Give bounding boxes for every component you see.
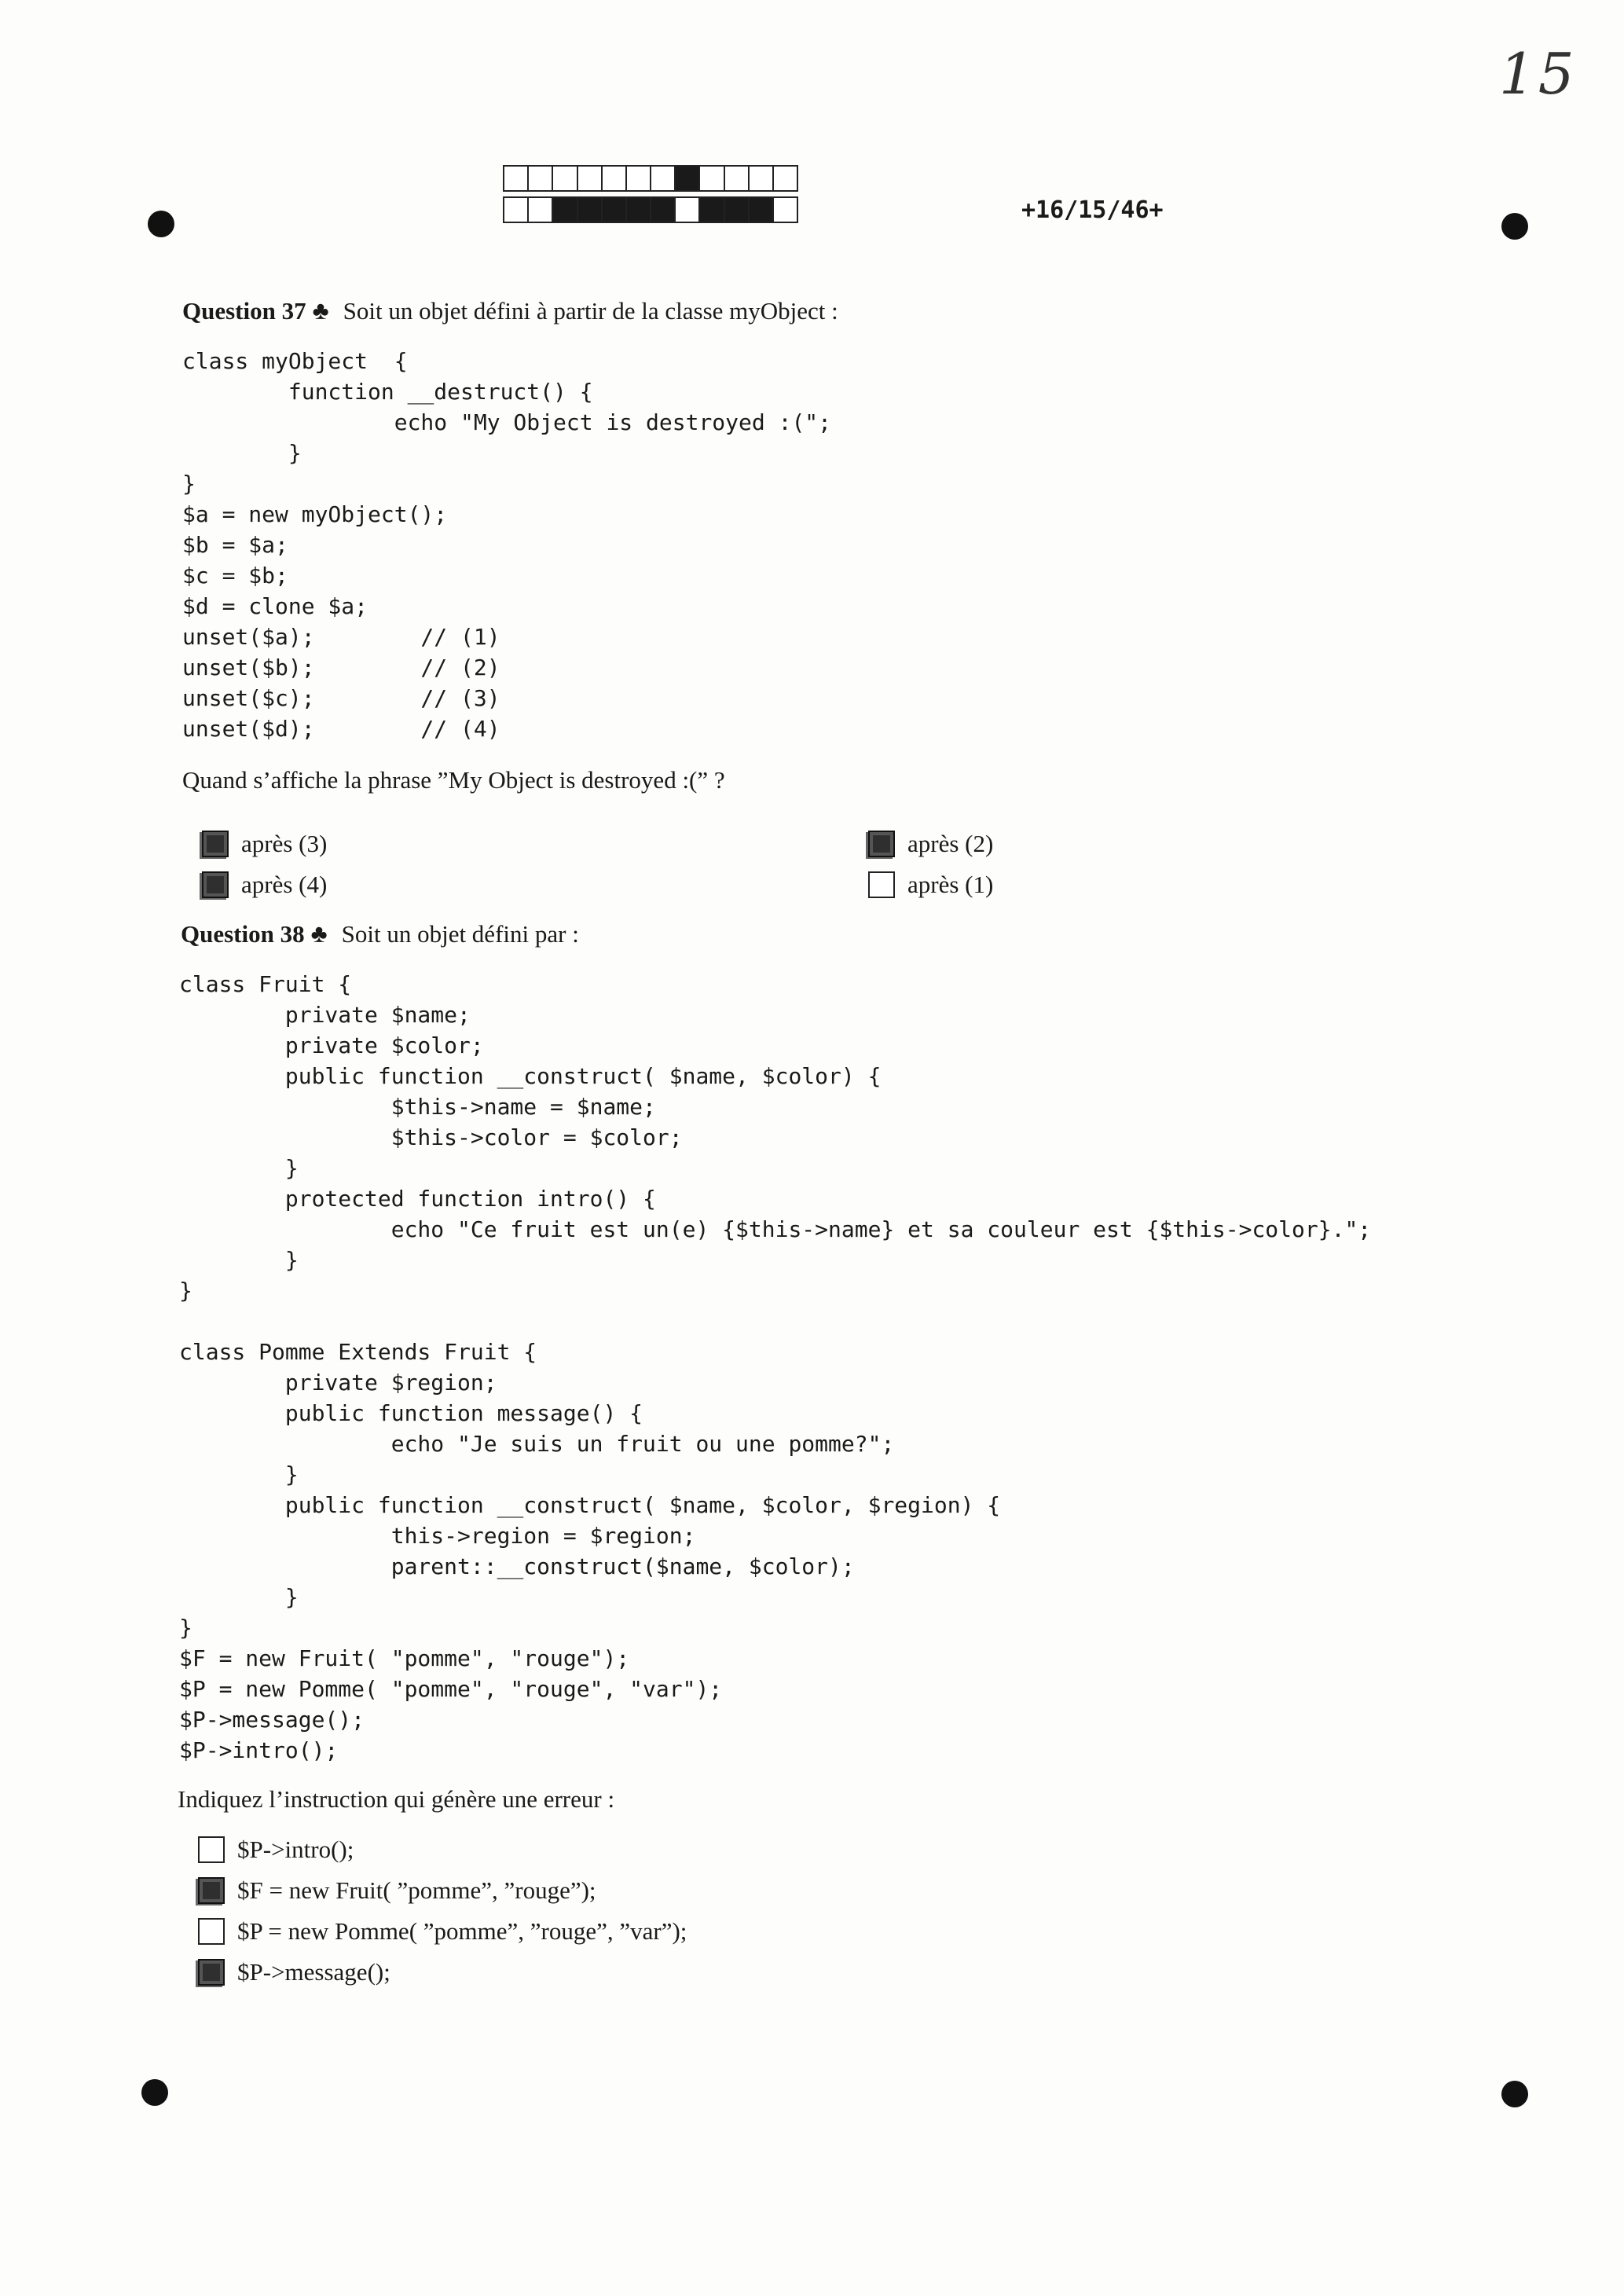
- answer-option[interactable]: [198, 1876, 596, 1905]
- handwritten-page-number: 15: [1499, 41, 1578, 107]
- barcode-cell: [601, 165, 627, 192]
- barcode-cell: [650, 165, 676, 192]
- barcode-cell: [698, 196, 724, 223]
- barcode-cell: [724, 165, 750, 192]
- answer-label: après (4): [241, 871, 328, 898]
- barcode: [503, 165, 797, 228]
- checkbox[interactable]: [868, 871, 895, 898]
- barcode-cell: [503, 196, 529, 223]
- answer-label: après (3): [241, 830, 328, 857]
- barcode-cell: [577, 196, 603, 223]
- question-38-prompt: Indiquez l’instruction qui génère une erreur :: [178, 1785, 615, 1813]
- registration-mark-bottom-right: [1501, 2081, 1528, 2107]
- answer-option[interactable]: [868, 830, 993, 858]
- barcode-cell: [724, 196, 750, 223]
- barcode-cell: [503, 165, 529, 192]
- barcode-cell: [748, 165, 774, 192]
- barcode-cell: [748, 196, 774, 223]
- registration-mark-top-left: [148, 211, 174, 237]
- checkbox[interactable]: [198, 1836, 225, 1863]
- question-37-prompt: Quand s’affiche la phrase ”My Object is destroyed :(” ?: [182, 766, 725, 794]
- answer-option[interactable]: [198, 1958, 390, 1986]
- barcode-cell: [552, 165, 577, 192]
- registration-mark-top-right: [1501, 213, 1528, 240]
- answer-label: $P->intro();: [237, 1836, 354, 1863]
- barcode-cell: [527, 165, 553, 192]
- question-intro: Soit un objet défini à partir de la classe myObject :: [343, 297, 838, 325]
- code-block-q38: class Fruit { private $name; private $color; public function __construct( $name, $color) { $this->name = $name; $this->color = $color; } protected function intro() { echo "Ce fruit est un(e) {$this->name} et sa couleur est {$this->color}."; } } class Pomme Extends Fruit { private $region; public function message() { echo "Je suis un fruit ou une pomme?"; } public function __construct( $name, $color, $region) { this->region = $region; parent::__construct($name, $color); } } $F = new Fruit( "pomme", "rouge"); $P = new Pomme( "pomme", "rouge", "var"); $P->message(); $P->intro();: [179, 971, 1372, 1763]
- barcode-cell: [552, 196, 577, 223]
- answer-option[interactable]: [868, 871, 993, 899]
- barcode-cell: [625, 196, 651, 223]
- question-intro: Soit un objet défini par :: [341, 920, 579, 948]
- barcode-cell: [674, 196, 700, 223]
- barcode-cell: [698, 165, 724, 192]
- question-label: Question 37: [182, 297, 306, 325]
- barcode-cell: [577, 165, 603, 192]
- checkbox-checked[interactable]: [198, 1877, 225, 1904]
- barcode-row: [503, 165, 797, 192]
- answer-label: $P->message();: [237, 1958, 390, 1986]
- club-icon: ♣: [310, 919, 328, 948]
- answer-option[interactable]: [202, 871, 327, 899]
- checkbox-checked[interactable]: [868, 831, 895, 857]
- code-block-q37: class myObject { function __destruct() { echo "My Object is destroyed :("; } } $a = new myObject(); $b = $a; $c = $b; $d = clone $a; unset($a); // (1) unset($b); // (2) unset($c); // (3) unset($d); // (4): [182, 348, 832, 742]
- answer-label: $P = new Pomme( ”pomme”, ”rouge”, ”var”);: [237, 1917, 687, 1945]
- answer-option[interactable]: [202, 830, 327, 858]
- barcode-cell: [674, 165, 700, 192]
- barcode-cell: [650, 196, 676, 223]
- question-38-title: [181, 919, 579, 948]
- answer-option[interactable]: [198, 1836, 354, 1864]
- barcode-cell: [772, 165, 798, 192]
- barcode-cell: [625, 165, 651, 192]
- barcode-cell: [601, 196, 627, 223]
- registration-mark-bottom-left: [141, 2079, 168, 2106]
- club-icon: ♣: [312, 296, 329, 325]
- checkbox-checked[interactable]: [202, 871, 229, 898]
- checkbox-checked[interactable]: [202, 831, 229, 857]
- answer-label: après (2): [907, 830, 994, 857]
- answer-label: $F = new Fruit( ”pomme”, ”rouge”);: [237, 1876, 596, 1904]
- barcode-cell: [527, 196, 553, 223]
- exam-id: +16/15/46+: [1021, 196, 1164, 224]
- checkbox-checked[interactable]: [198, 1959, 225, 1986]
- checkbox[interactable]: [198, 1918, 225, 1945]
- barcode-row: [503, 196, 797, 223]
- answer-option[interactable]: [198, 1917, 687, 1946]
- question-label: Question 38: [181, 920, 305, 948]
- question-37-title: [182, 296, 838, 325]
- barcode-cell: [772, 196, 798, 223]
- answer-label: après (1): [907, 871, 994, 898]
